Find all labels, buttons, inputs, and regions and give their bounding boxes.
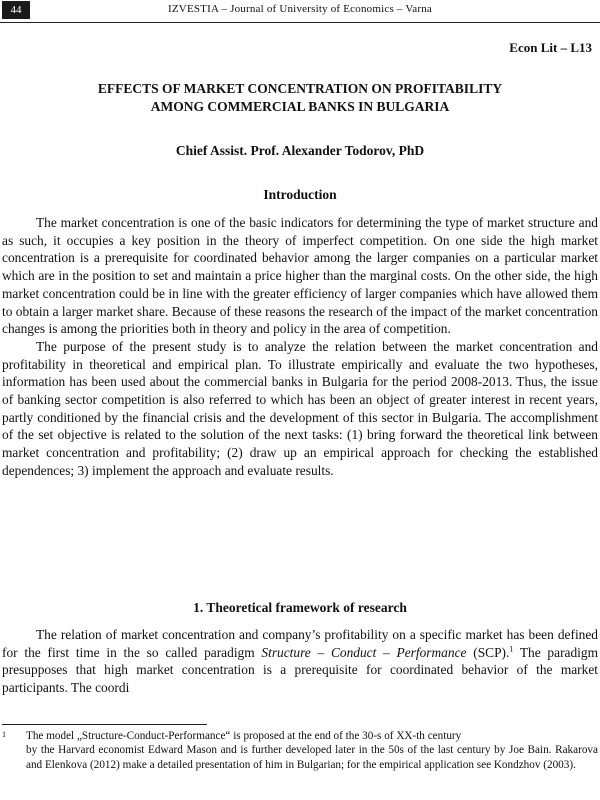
title-line-1: EFFECTS OF MARKET CONCENTRATION ON PROFITABILITY bbox=[97, 81, 503, 96]
econlit-classification: Econ Lit – L13 bbox=[509, 40, 592, 55]
page-number: 44 bbox=[2, 1, 30, 19]
author-line: Chief Assist. Prof. Alexander Todorov, PhD bbox=[175, 143, 425, 158]
introduction-heading: Introduction bbox=[263, 187, 337, 202]
introduction-paragraph-1: The market concentration is one of the basic indicators for determining the type of market structure and as such, it occupies a key position in the theory of imperfect competition. On one side the high market concentration is a prerequisite for coordinated behavior among the larger companies on a particular market which are in the position to set and maintain a price higher than the marginal costs. On the other side, the high market concentration could be in line with the greater efficiency of larger companies which have allowed them to obtain a larger market share. Because of these reasons the research of the impact of the market concentration changes is among the priorities both in theory and policy in the area of competition. bbox=[2, 215, 598, 337]
theory-text-end: The paradigm presupposes that high market concentration is a prerequisite for coordinated behavior of the market participants. The coordi bbox=[2, 644, 598, 696]
journal-name: IZVESTIA – Journal of University of Economics – Varna bbox=[168, 3, 432, 15]
footnote bbox=[2, 729, 598, 772]
title-line-2: AMONG COMMERCIAL BANKS IN BULGARIA bbox=[150, 99, 450, 114]
footnote-reference[interactable]: 1 bbox=[509, 644, 514, 654]
scp-paradigm-name: Structure – Conduct – Performance bbox=[261, 644, 467, 660]
introduction-body bbox=[2, 214, 598, 480]
running-header bbox=[0, 0, 600, 23]
theory-text-start: The relation of market concentration and company’s profitability on a specific market has been defined for the first time in the so called paradigm bbox=[2, 627, 598, 660]
footnote-line-1: The model „Structure-Conduct-Performance“ is proposed at the end of the 30-s of XX-th century bbox=[26, 730, 462, 742]
introduction-paragraph-2: The purpose of the present study is to analyze the relation between the market concentration and profitability in theoretical and empirical plan. To illustrate empirically and evaluate the two hypotheses, information has been used about the commercial banks in Bulgaria for the period 2008-2013. Thus, the issue of banking sector competition is also referred to which has been an object of greater interest in recent years, partly conditioned by the financial crisis and the development of this sector in Bulgaria. The accomplishment of the set objective is related to the solution of the next tasks: (1) bring forward the theoretical link between market concentration and profitability; (2) draw up an empirical approach for checking the established dependences; 3) implement the approach and evaluate results. bbox=[2, 338, 598, 478]
theory-paragraph-1 bbox=[2, 626, 598, 697]
article-title bbox=[0, 80, 600, 116]
theory-heading: 1. Theoretical framework of research bbox=[193, 600, 407, 615]
footnote-continuation: by the Harvard economist Edward Mason and is further developed later in the 50s of the last century by Joe Bain. Rakarova and Elenkova (2012) make a detailed presentation of him in Bulgarian; for the empirical application see Kondzhov (2003). bbox=[26, 744, 598, 771]
footnote-first-line bbox=[2, 729, 598, 743]
theory-body bbox=[2, 626, 598, 697]
footnote-divider bbox=[2, 724, 207, 725]
theory-text-mid: (SCP). bbox=[466, 644, 510, 660]
footnote-mark: 1 bbox=[2, 730, 6, 739]
